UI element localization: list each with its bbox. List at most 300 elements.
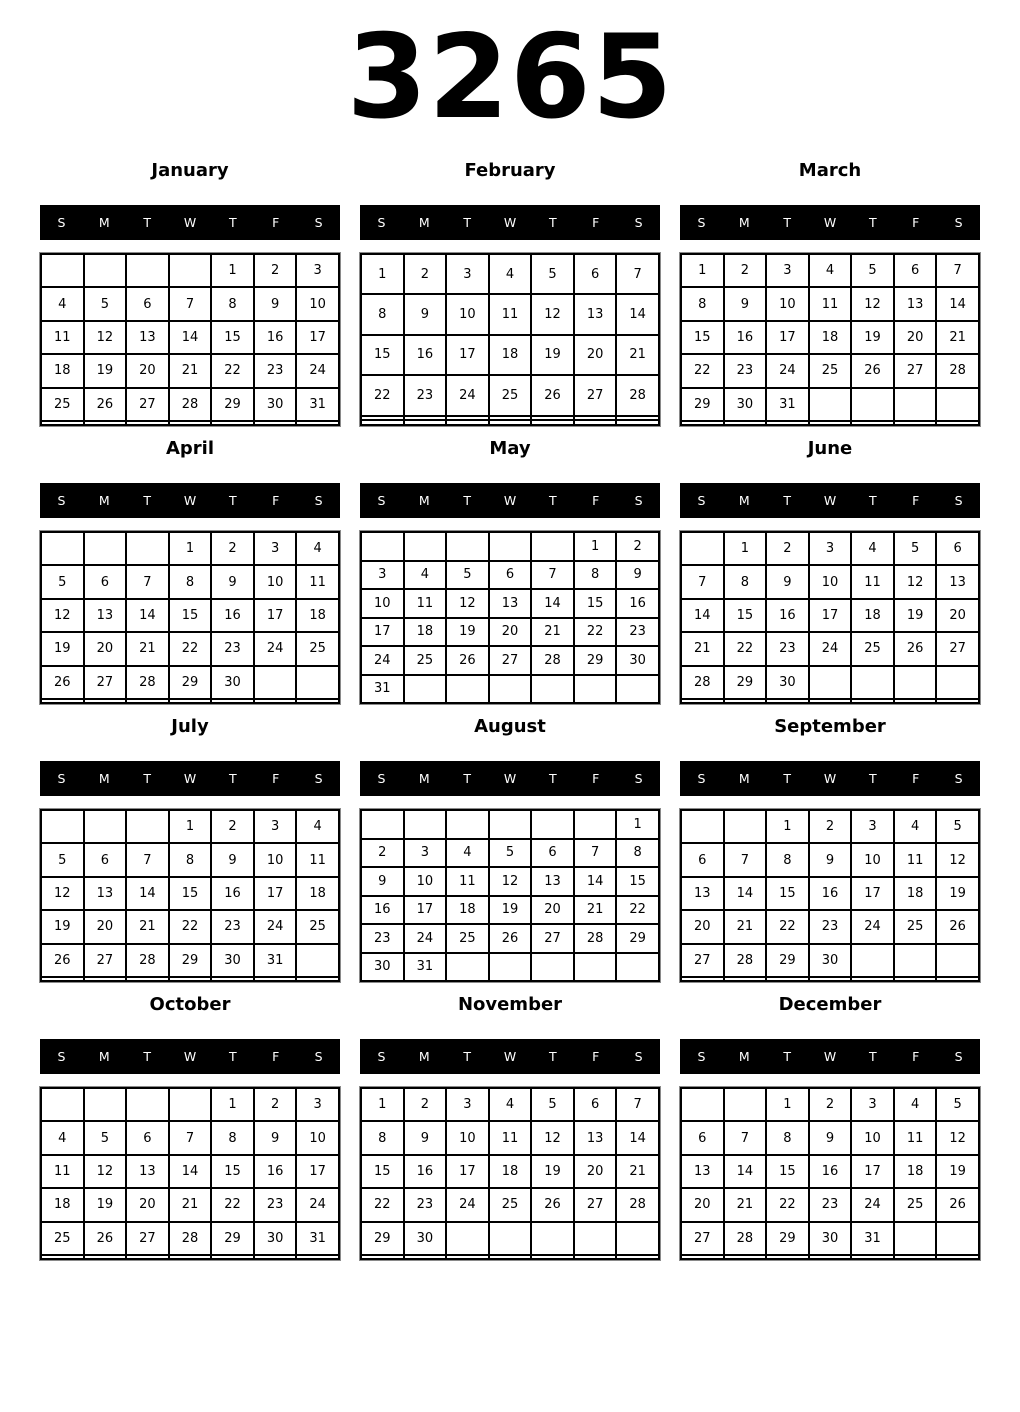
weekday-header-bar: [360, 1039, 660, 1074]
empty-day-cell: [41, 421, 84, 425]
weekday-label: M: [418, 771, 430, 786]
week-row: [361, 896, 659, 925]
day-cell: 13: [574, 1121, 617, 1154]
day-cell: 18: [489, 335, 532, 375]
empty-day-cell: [126, 699, 169, 703]
day-cell: 18: [894, 1155, 937, 1188]
week-row: [681, 1121, 979, 1154]
week-row: [41, 877, 339, 910]
empty-day-cell: [489, 532, 532, 561]
day-cell: 14: [126, 599, 169, 632]
week-row: [41, 421, 339, 425]
week-row: [41, 1121, 339, 1154]
week-row: [41, 287, 339, 320]
day-cell: 7: [169, 287, 212, 320]
empty-day-cell: [531, 953, 574, 982]
empty-day-cell: [766, 699, 809, 703]
weekday-header-bar: [40, 1039, 340, 1074]
empty-day-cell: [446, 810, 489, 839]
empty-day-cell: [41, 1255, 84, 1259]
day-cell: 28: [531, 646, 574, 675]
empty-day-cell: [169, 254, 212, 287]
month-table: [680, 531, 980, 704]
weekday-label: T: [783, 215, 791, 230]
day-cell: 19: [936, 1155, 979, 1188]
empty-day-cell: [41, 1088, 84, 1121]
day-cell: 8: [724, 565, 767, 598]
weekday-label: T: [869, 771, 877, 786]
empty-day-cell: [681, 532, 724, 565]
day-cell: 3: [766, 254, 809, 287]
day-cell: 16: [361, 896, 404, 925]
empty-day-cell: [851, 421, 894, 425]
empty-day-cell: [936, 1222, 979, 1255]
empty-day-cell: [296, 421, 339, 425]
week-row: [41, 1188, 339, 1221]
day-cell: 27: [126, 388, 169, 421]
day-cell: 14: [574, 867, 617, 896]
week-row: [361, 675, 659, 704]
empty-day-cell: [489, 953, 532, 982]
month-title: April: [165, 438, 215, 459]
day-cell: 29: [361, 1222, 404, 1255]
day-cell: 6: [489, 561, 532, 590]
day-cell: 7: [616, 1088, 659, 1121]
day-cell: 23: [766, 632, 809, 665]
month-table: [360, 531, 660, 704]
day-cell: 17: [361, 618, 404, 647]
day-cell: 21: [126, 910, 169, 943]
week-row: [361, 867, 659, 896]
empty-day-cell: [296, 666, 339, 699]
day-cell: 13: [574, 294, 617, 334]
empty-day-cell: [296, 977, 339, 981]
empty-day-cell: [446, 675, 489, 704]
day-cell: 20: [489, 618, 532, 647]
day-cell: 26: [84, 388, 127, 421]
week-row: [361, 839, 659, 868]
empty-day-cell: [851, 388, 894, 421]
empty-day-cell: [361, 532, 404, 561]
week-row: [41, 1155, 339, 1188]
day-cell: 26: [531, 1188, 574, 1221]
weekday-label: T: [549, 771, 557, 786]
day-cell: 4: [894, 1088, 937, 1121]
day-cell: 17: [809, 599, 852, 632]
day-cell: 28: [126, 666, 169, 699]
day-cell: 27: [126, 1222, 169, 1255]
empty-day-cell: [84, 532, 127, 565]
month-april: [40, 436, 340, 714]
week-row: [41, 1222, 339, 1255]
weekday-header-bar: [40, 761, 340, 796]
day-cell: 8: [169, 843, 212, 876]
day-cell: 23: [809, 910, 852, 943]
day-cell: 30: [724, 388, 767, 421]
day-cell: 9: [211, 565, 254, 598]
day-cell: 26: [41, 944, 84, 977]
day-cell: 16: [724, 321, 767, 354]
day-cell: 1: [574, 532, 617, 561]
empty-day-cell: [809, 1255, 852, 1259]
day-cell: 30: [211, 666, 254, 699]
weekday-label: M: [98, 215, 110, 230]
day-cell: 3: [809, 532, 852, 565]
weekday-label: S: [697, 1049, 706, 1064]
empty-day-cell: [681, 977, 724, 981]
day-cell: 25: [446, 924, 489, 953]
empty-day-cell: [574, 953, 617, 982]
day-cell: 6: [936, 532, 979, 565]
day-cell: 2: [724, 254, 767, 287]
day-cell: 13: [126, 1155, 169, 1188]
weekday-label: M: [738, 1049, 750, 1064]
weekday-label: S: [377, 493, 386, 508]
day-cell: 8: [211, 287, 254, 320]
day-cell: 11: [404, 589, 447, 618]
weekday-label: M: [738, 215, 750, 230]
day-cell: 9: [254, 1121, 297, 1154]
day-cell: 17: [254, 599, 297, 632]
day-cell: 25: [489, 375, 532, 415]
day-cell: 25: [489, 1188, 532, 1221]
empty-day-cell: [851, 977, 894, 981]
weekday-label: F: [912, 493, 920, 508]
weekday-label: F: [592, 1049, 600, 1064]
empty-day-cell: [254, 666, 297, 699]
day-cell: 21: [724, 1188, 767, 1221]
day-cell: 11: [894, 843, 937, 876]
day-cell: 4: [851, 532, 894, 565]
day-cell: 7: [574, 839, 617, 868]
day-cell: 27: [84, 666, 127, 699]
day-cell: 7: [616, 254, 659, 294]
empty-day-cell: [41, 810, 84, 843]
empty-day-cell: [169, 1088, 212, 1121]
day-cell: 13: [681, 877, 724, 910]
week-row: [681, 1222, 979, 1255]
day-cell: 16: [809, 1155, 852, 1188]
week-row: [41, 944, 339, 977]
weekday-label: M: [418, 215, 430, 230]
day-cell: 4: [41, 287, 84, 320]
day-cell: 2: [616, 532, 659, 561]
day-cell: 30: [766, 666, 809, 699]
empty-day-cell: [616, 953, 659, 982]
week-row: [681, 910, 979, 943]
day-cell: 5: [531, 1088, 574, 1121]
empty-day-cell: [894, 1222, 937, 1255]
day-cell: 12: [936, 1121, 979, 1154]
day-cell: 25: [296, 632, 339, 665]
day-cell: 9: [404, 1121, 447, 1154]
weekday-label: S: [377, 771, 386, 786]
day-cell: 10: [446, 1121, 489, 1154]
day-cell: 10: [851, 1121, 894, 1154]
day-cell: 31: [254, 944, 297, 977]
day-cell: 31: [766, 388, 809, 421]
day-cell: 6: [84, 843, 127, 876]
empty-day-cell: [296, 944, 339, 977]
day-cell: 21: [681, 632, 724, 665]
day-cell: 16: [404, 1155, 447, 1188]
day-cell: 3: [296, 1088, 339, 1121]
empty-day-cell: [84, 977, 127, 981]
weekday-label: F: [272, 771, 280, 786]
day-cell: 12: [41, 599, 84, 632]
day-cell: 27: [531, 924, 574, 953]
day-cell: 5: [84, 1121, 127, 1154]
month-november: [360, 992, 660, 1270]
weekday-label: F: [592, 215, 600, 230]
weekday-label: T: [229, 215, 237, 230]
weekday-label: S: [697, 493, 706, 508]
day-cell: 22: [169, 910, 212, 943]
empty-day-cell: [574, 1255, 617, 1259]
empty-day-cell: [446, 532, 489, 561]
day-cell: 11: [489, 294, 532, 334]
day-cell: 20: [531, 896, 574, 925]
week-row: [681, 254, 979, 287]
day-cell: 11: [851, 565, 894, 598]
weekday-label: T: [463, 1049, 471, 1064]
day-cell: 13: [84, 877, 127, 910]
day-cell: 27: [681, 1222, 724, 1255]
day-cell: 15: [211, 321, 254, 354]
day-cell: 28: [936, 354, 979, 387]
weekday-label: S: [57, 493, 66, 508]
day-cell: 30: [809, 1222, 852, 1255]
week-row: [41, 1255, 339, 1259]
day-cell: 18: [296, 877, 339, 910]
weekday-label: W: [823, 215, 837, 230]
day-cell: 19: [894, 599, 937, 632]
week-row: [681, 977, 979, 981]
day-cell: 4: [489, 1088, 532, 1121]
week-row: [361, 420, 659, 425]
day-cell: 30: [254, 1222, 297, 1255]
week-row: [41, 910, 339, 943]
empty-day-cell: [809, 666, 852, 699]
day-cell: 11: [296, 843, 339, 876]
day-cell: 24: [851, 1188, 894, 1221]
day-cell: 22: [169, 632, 212, 665]
month-table: [40, 809, 340, 982]
empty-day-cell: [809, 977, 852, 981]
weekday-label: W: [823, 771, 837, 786]
day-cell: 20: [936, 599, 979, 632]
weekday-label: T: [783, 771, 791, 786]
day-cell: 12: [84, 1155, 127, 1188]
empty-day-cell: [894, 421, 937, 425]
weekday-label: S: [377, 1049, 386, 1064]
day-cell: 8: [766, 1121, 809, 1154]
weekday-header-bar: [680, 483, 980, 518]
day-cell: 4: [296, 532, 339, 565]
empty-day-cell: [169, 1255, 212, 1259]
weekday-label: W: [503, 215, 517, 230]
day-cell: 1: [681, 254, 724, 287]
empty-day-cell: [681, 421, 724, 425]
weekday-label: S: [634, 215, 643, 230]
week-row: [681, 666, 979, 699]
week-row: [681, 354, 979, 387]
day-cell: 24: [851, 910, 894, 943]
week-row: [361, 294, 659, 334]
day-cell: 3: [851, 810, 894, 843]
empty-day-cell: [254, 699, 297, 703]
day-cell: 11: [894, 1121, 937, 1154]
empty-day-cell: [766, 977, 809, 981]
week-row: [41, 843, 339, 876]
day-cell: 21: [724, 910, 767, 943]
day-cell: 12: [894, 565, 937, 598]
day-cell: 29: [724, 666, 767, 699]
day-cell: 26: [446, 646, 489, 675]
day-cell: 26: [531, 375, 574, 415]
weekday-label: T: [143, 493, 151, 508]
empty-day-cell: [84, 1088, 127, 1121]
day-cell: 26: [936, 910, 979, 943]
day-cell: 17: [296, 1155, 339, 1188]
empty-day-cell: [894, 1255, 937, 1259]
day-cell: 6: [681, 843, 724, 876]
day-cell: 7: [126, 565, 169, 598]
day-cell: 5: [489, 839, 532, 868]
day-cell: 10: [296, 1121, 339, 1154]
day-cell: 21: [936, 321, 979, 354]
day-cell: 1: [211, 254, 254, 287]
empty-day-cell: [616, 675, 659, 704]
empty-day-cell: [169, 977, 212, 981]
day-cell: 8: [169, 565, 212, 598]
day-cell: 21: [169, 1188, 212, 1221]
week-row: [361, 589, 659, 618]
day-cell: 10: [766, 287, 809, 320]
weekday-label: S: [697, 771, 706, 786]
empty-day-cell: [126, 254, 169, 287]
day-cell: 8: [766, 843, 809, 876]
empty-day-cell: [681, 1255, 724, 1259]
day-cell: 29: [574, 646, 617, 675]
day-cell: 5: [531, 254, 574, 294]
day-cell: 13: [894, 287, 937, 320]
day-cell: 24: [809, 632, 852, 665]
day-cell: 18: [851, 599, 894, 632]
day-cell: 20: [126, 1188, 169, 1221]
day-cell: 16: [254, 321, 297, 354]
weekday-header-bar: [360, 761, 660, 796]
day-cell: 13: [531, 867, 574, 896]
empty-day-cell: [531, 1222, 574, 1255]
weekday-label: W: [503, 1049, 517, 1064]
day-cell: 15: [211, 1155, 254, 1188]
day-cell: 29: [616, 924, 659, 953]
day-cell: 17: [851, 877, 894, 910]
week-row: [681, 1255, 979, 1259]
week-row: [361, 335, 659, 375]
empty-day-cell: [894, 666, 937, 699]
empty-day-cell: [936, 977, 979, 981]
month-title: August: [474, 716, 546, 737]
day-cell: 30: [211, 944, 254, 977]
week-row: [41, 354, 339, 387]
day-cell: 24: [446, 1188, 489, 1221]
empty-day-cell: [41, 977, 84, 981]
day-cell: 5: [41, 843, 84, 876]
day-cell: 2: [211, 532, 254, 565]
day-cell: 21: [531, 618, 574, 647]
day-cell: 23: [254, 354, 297, 387]
empty-day-cell: [616, 420, 659, 425]
empty-day-cell: [84, 421, 127, 425]
empty-day-cell: [894, 388, 937, 421]
week-row: [361, 561, 659, 590]
day-cell: 17: [254, 877, 297, 910]
day-cell: 3: [296, 254, 339, 287]
empty-day-cell: [681, 810, 724, 843]
day-cell: 11: [296, 565, 339, 598]
day-cell: 11: [41, 1155, 84, 1188]
day-cell: 28: [574, 924, 617, 953]
empty-day-cell: [296, 699, 339, 703]
weekday-label: W: [823, 493, 837, 508]
week-row: [681, 421, 979, 425]
weekday-label: T: [549, 215, 557, 230]
week-row: [361, 1222, 659, 1255]
month-title: February: [464, 160, 556, 181]
day-cell: 6: [84, 565, 127, 598]
day-cell: 30: [809, 944, 852, 977]
week-row: [41, 632, 339, 665]
month-may: [360, 436, 660, 714]
empty-day-cell: [894, 977, 937, 981]
day-cell: 6: [531, 839, 574, 868]
day-cell: 26: [936, 1188, 979, 1221]
empty-day-cell: [936, 1255, 979, 1259]
day-cell: 2: [809, 810, 852, 843]
day-cell: 2: [404, 1088, 447, 1121]
day-cell: 13: [126, 321, 169, 354]
day-cell: 28: [681, 666, 724, 699]
weekday-label: F: [272, 215, 280, 230]
day-cell: 12: [84, 321, 127, 354]
month-table: [680, 809, 980, 982]
empty-day-cell: [41, 532, 84, 565]
weekday-label: M: [738, 771, 750, 786]
empty-day-cell: [531, 420, 574, 425]
week-row: [681, 632, 979, 665]
empty-day-cell: [851, 699, 894, 703]
empty-day-cell: [724, 421, 767, 425]
day-cell: 29: [169, 666, 212, 699]
day-cell: 17: [766, 321, 809, 354]
month-title: November: [457, 994, 563, 1015]
day-cell: 16: [211, 599, 254, 632]
day-cell: 30: [404, 1222, 447, 1255]
day-cell: 2: [254, 1088, 297, 1121]
empty-day-cell: [126, 1088, 169, 1121]
day-cell: 19: [446, 618, 489, 647]
week-row: [681, 1155, 979, 1188]
week-row: [361, 618, 659, 647]
day-cell: 5: [446, 561, 489, 590]
day-cell: 24: [446, 375, 489, 415]
empty-day-cell: [531, 810, 574, 839]
month-february: [360, 158, 660, 436]
day-cell: 24: [404, 924, 447, 953]
day-cell: 7: [681, 565, 724, 598]
